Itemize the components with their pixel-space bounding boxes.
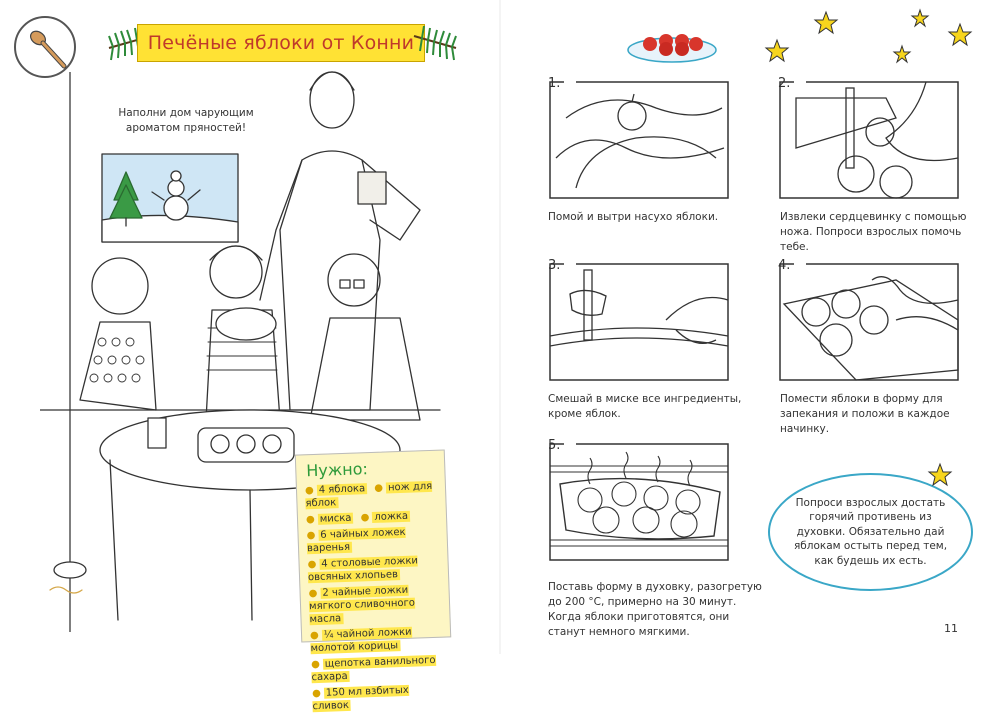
ingredients-heading: Нужно: (306, 459, 369, 481)
page-number: 11 (944, 622, 958, 635)
page-gutter (499, 0, 501, 654)
step-caption-2: Извлеки сердцевинку с помощью ножа. Попроси взрослых помочь тебе. (780, 211, 967, 253)
page-title: Печёные яблоки от Конни (137, 24, 425, 62)
star-icon (815, 12, 837, 33)
step-number: 5. (548, 438, 561, 453)
star-icon (894, 46, 910, 62)
step-2-illustration (776, 78, 962, 202)
step-3-illustration (546, 260, 732, 384)
fir-branch-right-icon (410, 18, 460, 66)
step-caption-5: Поставь форму в духовку, разогретую до 200 °C, примерно на 30 минут. Когда яблоки приготовятся, они станут немного мягкими. (548, 581, 762, 638)
ingredients-list (305, 480, 445, 713)
ingredient-item: ● 6 чайных ложек варенья (306, 526, 406, 555)
star-icon (926, 462, 954, 490)
ingredient-item: ● миска ● ложка (305, 510, 409, 526)
tip-text: Попроси взрослых достать горячий противень из духовки. Обязательно дай яблокам остыть перед тем, как будешь их есть. (793, 496, 948, 567)
ingredient-item: ● ¼ чайной ложки молотой корицы (309, 626, 412, 655)
intro-text: Наполни дом чарующим ароматом пряностей! (118, 107, 254, 134)
star-icon (912, 10, 928, 26)
ingredient-item: ● 150 мл взбитых сливок (311, 684, 409, 713)
ingredient-item: ● 2 чайные ложки мягкого сливочного масла (308, 584, 416, 626)
star-icon (949, 24, 971, 45)
ingredient-item: ● 4 яблока ● нож для яблок (304, 480, 433, 510)
step-number: 1. (548, 76, 561, 91)
step-1-illustration (546, 78, 732, 202)
step-number: 3. (548, 258, 561, 273)
stars-decoration (810, 8, 980, 68)
ingredient-item: ● щепотка ванильного сахара (310, 654, 436, 684)
step-caption-4: Помести яблоки в форму для запекания и положи в каждое начинку. (780, 393, 950, 435)
step-4-illustration (776, 260, 962, 384)
title-banner (105, 18, 455, 66)
step-caption-1: Помой и вытри насухо яблоки. (548, 211, 719, 223)
star-icon (764, 38, 790, 64)
ingredients-card (295, 449, 451, 713)
step-number: 2. (778, 76, 791, 91)
apple-dish-icon (624, 24, 720, 64)
step-caption-3: Смешай в миске все ингредиенты, кроме яблок. (548, 393, 742, 420)
ingredient-item: ● 4 столовые ложки овсяных хлопьев (307, 555, 419, 584)
step-5-illustration (546, 440, 732, 564)
step-number: 4. (778, 258, 791, 273)
tip-bubble (768, 473, 973, 591)
